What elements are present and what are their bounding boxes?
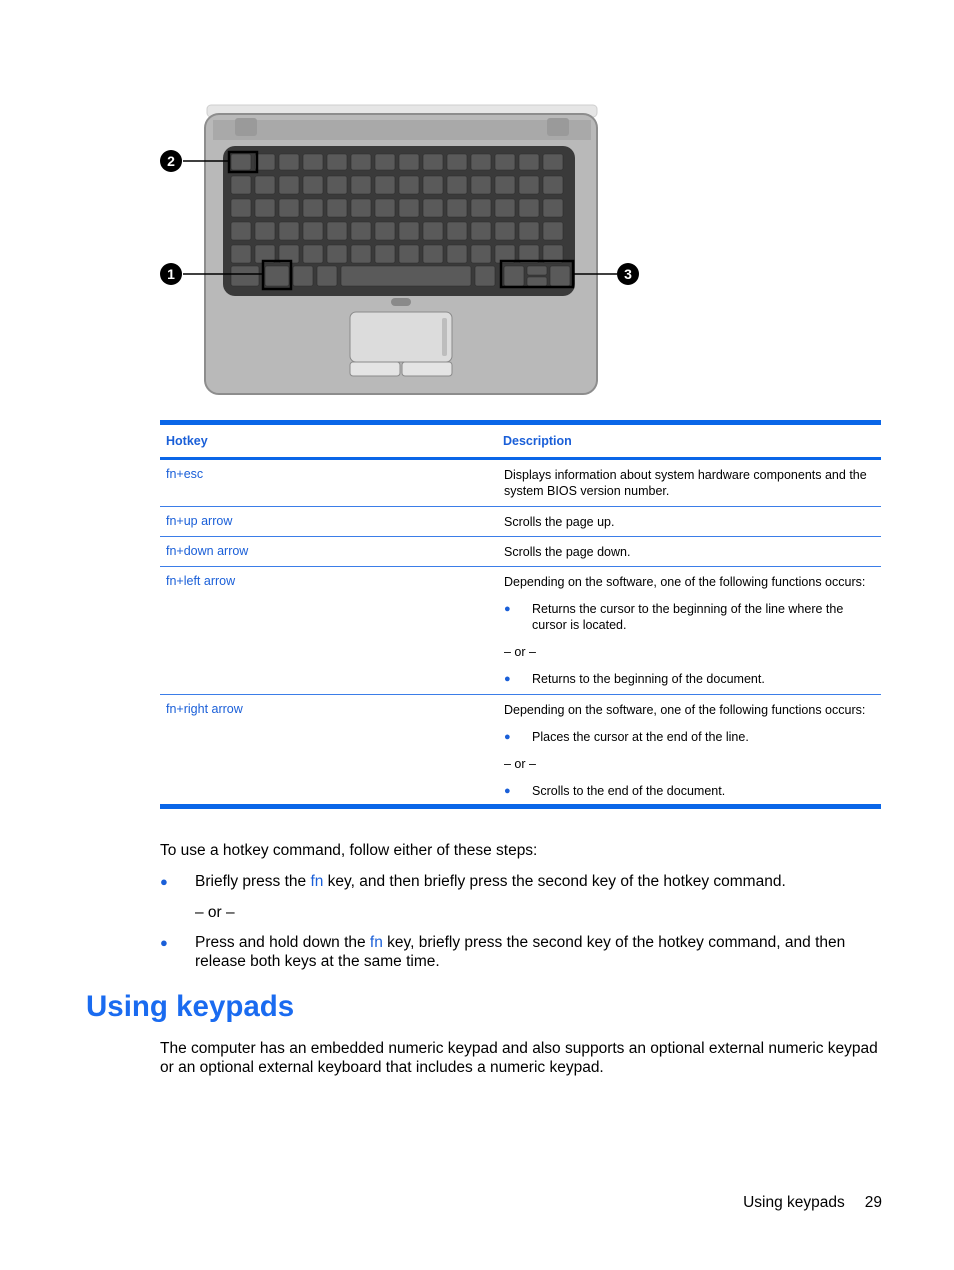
hotkey-cell: fn+left arrow	[166, 574, 236, 588]
step-text-part: key, and then briefly press the second key of the hotkey command.	[323, 873, 786, 890]
keyboard-key	[543, 154, 563, 170]
keyboard-key	[519, 199, 539, 217]
fn-key-term: fn	[310, 873, 324, 890]
keyboard-key	[519, 154, 539, 170]
keyboard-key	[495, 176, 515, 194]
hotkey-cell: fn+right arrow	[166, 702, 243, 716]
keyboard-key	[327, 154, 347, 170]
bullet-icon: ●	[160, 935, 168, 950]
svg-text:1: 1	[167, 266, 175, 282]
keyboard-key	[341, 266, 471, 286]
keyboard-key	[471, 245, 491, 263]
keyboard-key	[504, 266, 524, 286]
keyboard-key	[423, 199, 443, 217]
keyboard-key	[519, 176, 539, 194]
page-number: 29	[864, 1194, 882, 1211]
bullet-icon: ●	[504, 673, 511, 685]
keyboard-key	[527, 277, 547, 286]
keyboard-key	[293, 266, 313, 286]
step-text-part: Press and hold down the	[195, 934, 370, 951]
keyboard-key	[471, 222, 491, 240]
list-item	[504, 729, 881, 745]
keyboard-key	[543, 199, 563, 217]
callout-2	[160, 150, 182, 172]
keyboard-key	[303, 199, 323, 217]
keyboard-key	[471, 154, 491, 170]
keyboard-key	[303, 245, 323, 263]
steps-intro: To use a hotkey command, follow either of these steps:	[160, 842, 538, 859]
keyboard-key	[279, 154, 299, 170]
svg-text:2: 2	[167, 153, 175, 169]
keyboard-key	[303, 222, 323, 240]
or-separator: – or –	[195, 904, 235, 921]
keyboard-key	[255, 176, 275, 194]
keyboard-key	[399, 176, 419, 194]
keyboard-key	[519, 222, 539, 240]
keyboard-key	[543, 176, 563, 194]
hotkey-cell: fn+down arrow	[166, 544, 249, 558]
step-text-part: key, briefly press the second key of the hotkey command, and then release both keys at the same time.	[195, 934, 846, 970]
description-cell: Scrolls the page down.	[496, 537, 881, 566]
table-row	[160, 537, 881, 567]
keyboard-key	[423, 245, 443, 263]
keyboard-key	[327, 176, 347, 194]
keyboard-key	[423, 222, 443, 240]
keyboard-key	[317, 266, 337, 286]
table-row	[160, 695, 881, 804]
keyboard-key	[303, 176, 323, 194]
keyboard-key	[231, 176, 251, 194]
keyboard-key	[327, 245, 347, 263]
step-text-part: Briefly press the	[195, 873, 311, 890]
keyboard-key	[327, 199, 347, 217]
description-text: Depending on the software, one of the following functions occurs:	[504, 703, 866, 717]
description-cell	[496, 695, 881, 804]
keyboard-key	[375, 222, 395, 240]
keyboard-key	[423, 154, 443, 170]
step-item	[160, 933, 881, 971]
keyboard-key	[495, 199, 515, 217]
keyboard-key	[351, 222, 371, 240]
table-row	[160, 460, 881, 507]
table-row	[160, 567, 881, 695]
step-item	[160, 872, 881, 891]
keyboard-key	[399, 245, 419, 263]
keyboard-key	[447, 176, 467, 194]
or-separator: – or –	[504, 757, 536, 771]
keyboard-key	[351, 245, 371, 263]
keyboard-key	[475, 266, 495, 286]
keyboard-key	[375, 245, 395, 263]
page-footer	[743, 1194, 882, 1212]
keyboard-key	[255, 222, 275, 240]
bullet-icon: ●	[504, 785, 511, 797]
keyboard-key	[471, 199, 491, 217]
keyboard-key	[231, 199, 251, 217]
hotkey-table	[160, 420, 881, 809]
keyboard-key	[471, 176, 491, 194]
keyboard-key	[231, 154, 251, 170]
keyboard-key	[279, 176, 299, 194]
list-item-text: Places the cursor at the end of the line.	[532, 730, 749, 744]
keyboard-key	[447, 222, 467, 240]
bullet-icon: ●	[504, 731, 511, 743]
keyboard-key	[375, 176, 395, 194]
keyboard-key	[527, 266, 547, 275]
keyboard-key	[231, 222, 251, 240]
section-paragraph: The computer has an embedded numeric keypad and also supports an optional external numeric keypad or an optional external keyboard that includes a numeric keypad.	[160, 1040, 878, 1076]
keyboard-key	[550, 266, 570, 286]
keyboard-key	[447, 245, 467, 263]
bullet-icon: ●	[160, 874, 168, 889]
section-title: Using keypads	[86, 990, 295, 1023]
keyboard-key	[495, 154, 515, 170]
keyboard-key	[399, 199, 419, 217]
list-item-text: Scrolls to the end of the document.	[532, 784, 726, 798]
keyboard-key	[495, 222, 515, 240]
table-header	[160, 425, 881, 460]
description-cell: Scrolls the page up.	[496, 507, 881, 536]
step-text	[195, 933, 881, 971]
keyboard-key	[231, 266, 259, 286]
keyboard-key	[399, 154, 419, 170]
list-item	[504, 783, 881, 799]
keyboard-key	[279, 199, 299, 217]
keyboard-key	[351, 176, 371, 194]
list-item	[504, 601, 881, 633]
table-row	[160, 507, 881, 537]
keyboard-key	[351, 199, 371, 217]
or-separator: – or –	[504, 645, 536, 659]
callout-3	[617, 263, 639, 285]
laptop-keyboard-illustration	[155, 100, 655, 400]
keyboard-key	[231, 245, 251, 263]
keyboard-key	[303, 154, 323, 170]
description-text: Depending on the software, one of the following functions occurs:	[504, 575, 866, 589]
description-cell: Displays information about system hardware components and the system BIOS version number.	[496, 460, 881, 506]
description-cell	[496, 567, 881, 694]
keyboard-key	[375, 199, 395, 217]
keyboard-key	[351, 154, 371, 170]
keyboard-key	[423, 176, 443, 194]
keyboard-key	[265, 266, 289, 286]
keyboard-key	[447, 199, 467, 217]
list-item-text: Returns the cursor to the beginning of the line where the cursor is located.	[532, 602, 844, 632]
keyboard-key	[543, 222, 563, 240]
callout-1	[160, 263, 182, 285]
list-item	[504, 671, 881, 687]
keyboard-key	[279, 222, 299, 240]
svg-text:3: 3	[624, 266, 632, 282]
keyboard-key	[327, 222, 347, 240]
keyboard-key	[375, 154, 395, 170]
keyboard-key	[399, 222, 419, 240]
keyboard-key	[447, 154, 467, 170]
keyboard-key	[255, 199, 275, 217]
header-hotkey: Hotkey	[166, 434, 208, 448]
fn-key-term: fn	[369, 934, 383, 951]
hotkey-cell: fn+up arrow	[166, 514, 233, 528]
header-description: Description	[503, 434, 572, 448]
bullet-icon: ●	[504, 603, 511, 615]
footer-label: Using keypads	[743, 1194, 845, 1211]
hotkey-cell: fn+esc	[166, 467, 204, 481]
list-item-text: Returns to the beginning of the document.	[532, 672, 765, 686]
step-text	[195, 872, 881, 891]
